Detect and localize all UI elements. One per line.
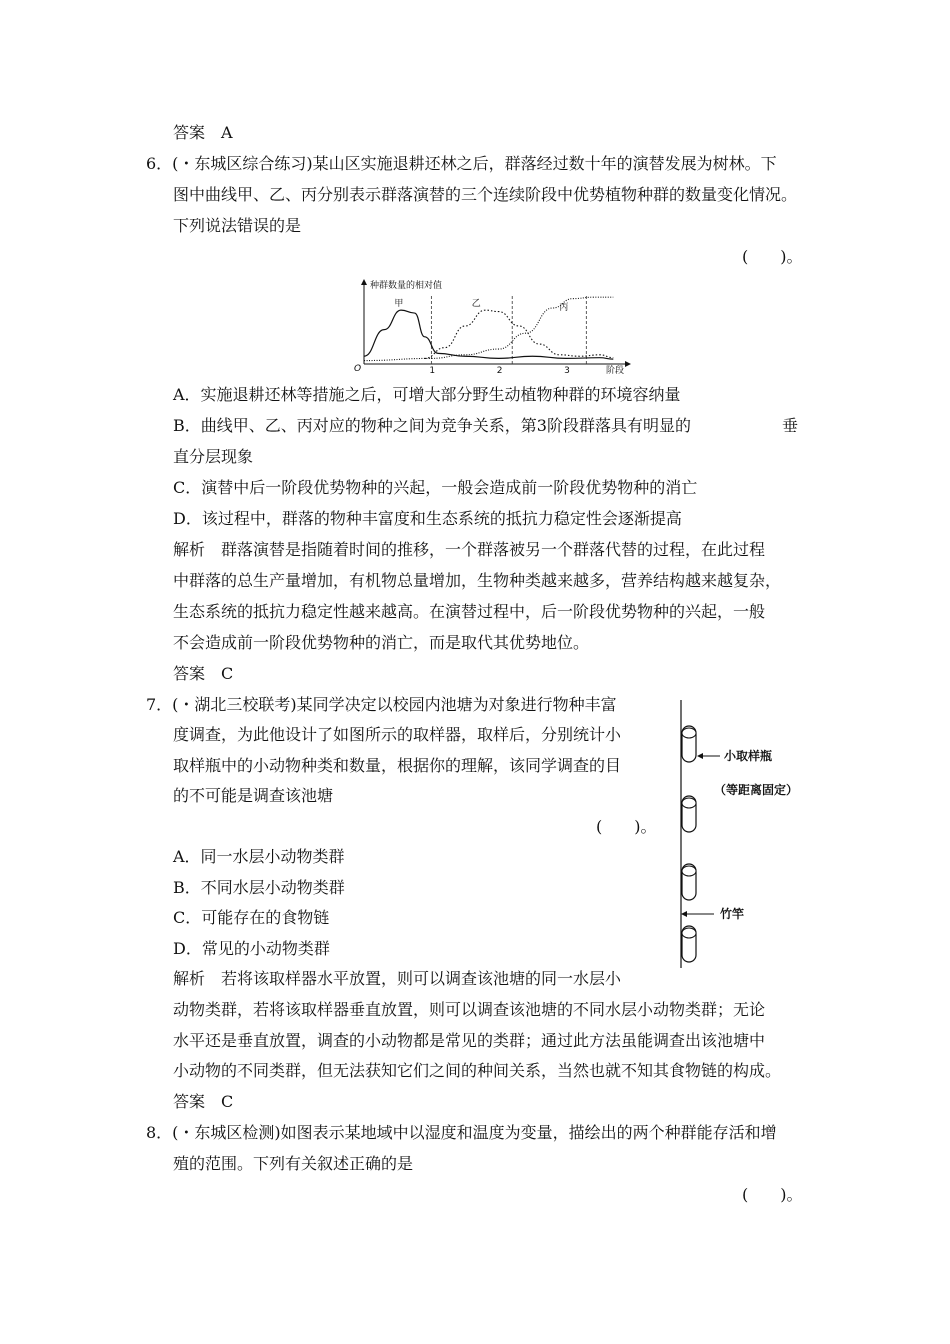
x-tick-label: 3 — [564, 366, 570, 376]
q7-option-b: B．不同水层小动物类群 — [173, 878, 345, 897]
q7-answer: 答案 C — [173, 1092, 234, 1111]
series-label-2: 乙 — [471, 298, 481, 309]
q7-stem-line3: 取样瓶中的小动物种类和数量，根据你的理解，该同学调查的目 — [173, 756, 622, 775]
q6-option-b-cont: 直分层现象 — [173, 447, 254, 466]
q6-analysis-line1: 解析 群落演替是指随着时间的推移，一个群落被另一个群落代替的过程，在此过程 — [173, 540, 766, 559]
q7-analysis-line3: 水平还是垂直放置，调查的小动物都是常见的类群；通过此方法虽能调查出该池塘中 — [173, 1031, 766, 1050]
q8-answer-blank: ( )。 — [742, 1185, 803, 1204]
q7-stem-line4: 的不可能是调查该池塘 — [173, 786, 334, 805]
sample-bottle — [682, 726, 696, 762]
q6-option-c: C．演替中后一阶段优势物种的兴起，一般会造成前一阶段优势物种的消亡 — [173, 478, 698, 497]
q6-option-b-tail: 垂 — [782, 416, 799, 435]
q5-answer: 答案 A — [173, 123, 233, 142]
origin-label: O — [354, 364, 362, 374]
series-label-3: 丙 — [559, 303, 569, 314]
x-axis-label: 阶段 — [606, 366, 625, 376]
pole-label: 竹竿 — [720, 907, 745, 921]
q6-analysis-line3: 生态系统的抵抗力稳定性越来越高。在演替过程中，后一阶段优势物种的兴起，一般 — [173, 602, 766, 621]
sampler-diagram — [670, 698, 820, 970]
q7-analysis-line1: 解析 若将该取样器水平放置，则可以调查该池塘的同一水层小 — [173, 969, 622, 988]
series-line-1 — [364, 310, 613, 359]
series-label-1: 甲 — [394, 298, 404, 309]
q7-option-a: A．同一水层小动物类群 — [173, 847, 345, 866]
q7-analysis-line2: 动物类群，若将该取样器垂直放置，则可以调查该池塘的不同水层小动物类群；无论 — [173, 1000, 766, 1019]
succession-chart — [352, 276, 634, 376]
sample-bottle — [682, 796, 696, 832]
x-tick-label: 1 — [429, 366, 436, 376]
bottle-label: 小取样瓶 — [724, 749, 773, 763]
q6-option-d: D．该过程中，群落的物种丰富度和生态系统的抵抗力稳定性会逐渐提高 — [173, 509, 682, 528]
q6-stem-line3: 下列说法错误的是 — [173, 216, 302, 235]
q7-option-d: D．常见的小动物类群 — [173, 939, 330, 958]
x-tick-label: 2 — [496, 366, 503, 376]
q7-stem-line2: 度调查，为此他设计了如图所示的取样器，取样后，分别统计小 — [173, 725, 622, 744]
q6-stem-line2: 图中曲线甲、乙、丙分别表示群落演替的三个连续阶段中优势植物种群的数量变化情况。 — [173, 185, 798, 204]
q6-option-a: A．实施退耕还林等措施之后，可增大部分野生动植物种群的环境容纳量 — [173, 385, 681, 404]
q7-stem-line1: 7．(・湖北三校联考)某同学决定以校园内池塘为对象进行物种丰富 — [146, 695, 617, 714]
q8-stem-line2: 殖的范围。下列有关叙述正确的是 — [173, 1154, 414, 1173]
q7-analysis-line4: 小动物的不同类群，但无法获知它们之间的种间关系，当然也就不知其食物链的构成。 — [173, 1061, 782, 1080]
q6-analysis-line4: 不会造成前一阶段优势物种的消亡，而是取代其优势地位。 — [173, 633, 590, 652]
q6-option-b: B．曲线甲、乙、丙对应的物种之间为竞争关系，第3阶段群落具有明显的 — [173, 416, 691, 435]
q7-answer-blank: ( )。 — [596, 817, 657, 836]
spacing-note: （等距离固定） — [714, 783, 799, 797]
q6-analysis-line2: 中群落的总生产量增加，有机物总量增加，生物种类越来越多，营养结构越来越复杂， — [173, 571, 782, 590]
sample-bottle — [682, 864, 696, 900]
q6-answer-blank: ( )。 — [742, 247, 803, 266]
series-line-2 — [425, 310, 614, 358]
q6-stem-line1: 6．(・东城区综合练习)某山区实施退耕还林之后，群落经过数十年的演替发展为树林。下 — [146, 154, 777, 173]
q8-stem-line1: 8．(・东城区检测)如图表示某地域中以湿度和温度为变量，描绘出的两个种群能存活和增 — [146, 1123, 777, 1142]
sample-bottle — [682, 926, 696, 962]
q6-answer: 答案 C — [173, 664, 234, 683]
q7-option-c: C．可能存在的食物链 — [173, 908, 330, 927]
y-axis-label: 种群数量的相对值 — [370, 281, 443, 291]
